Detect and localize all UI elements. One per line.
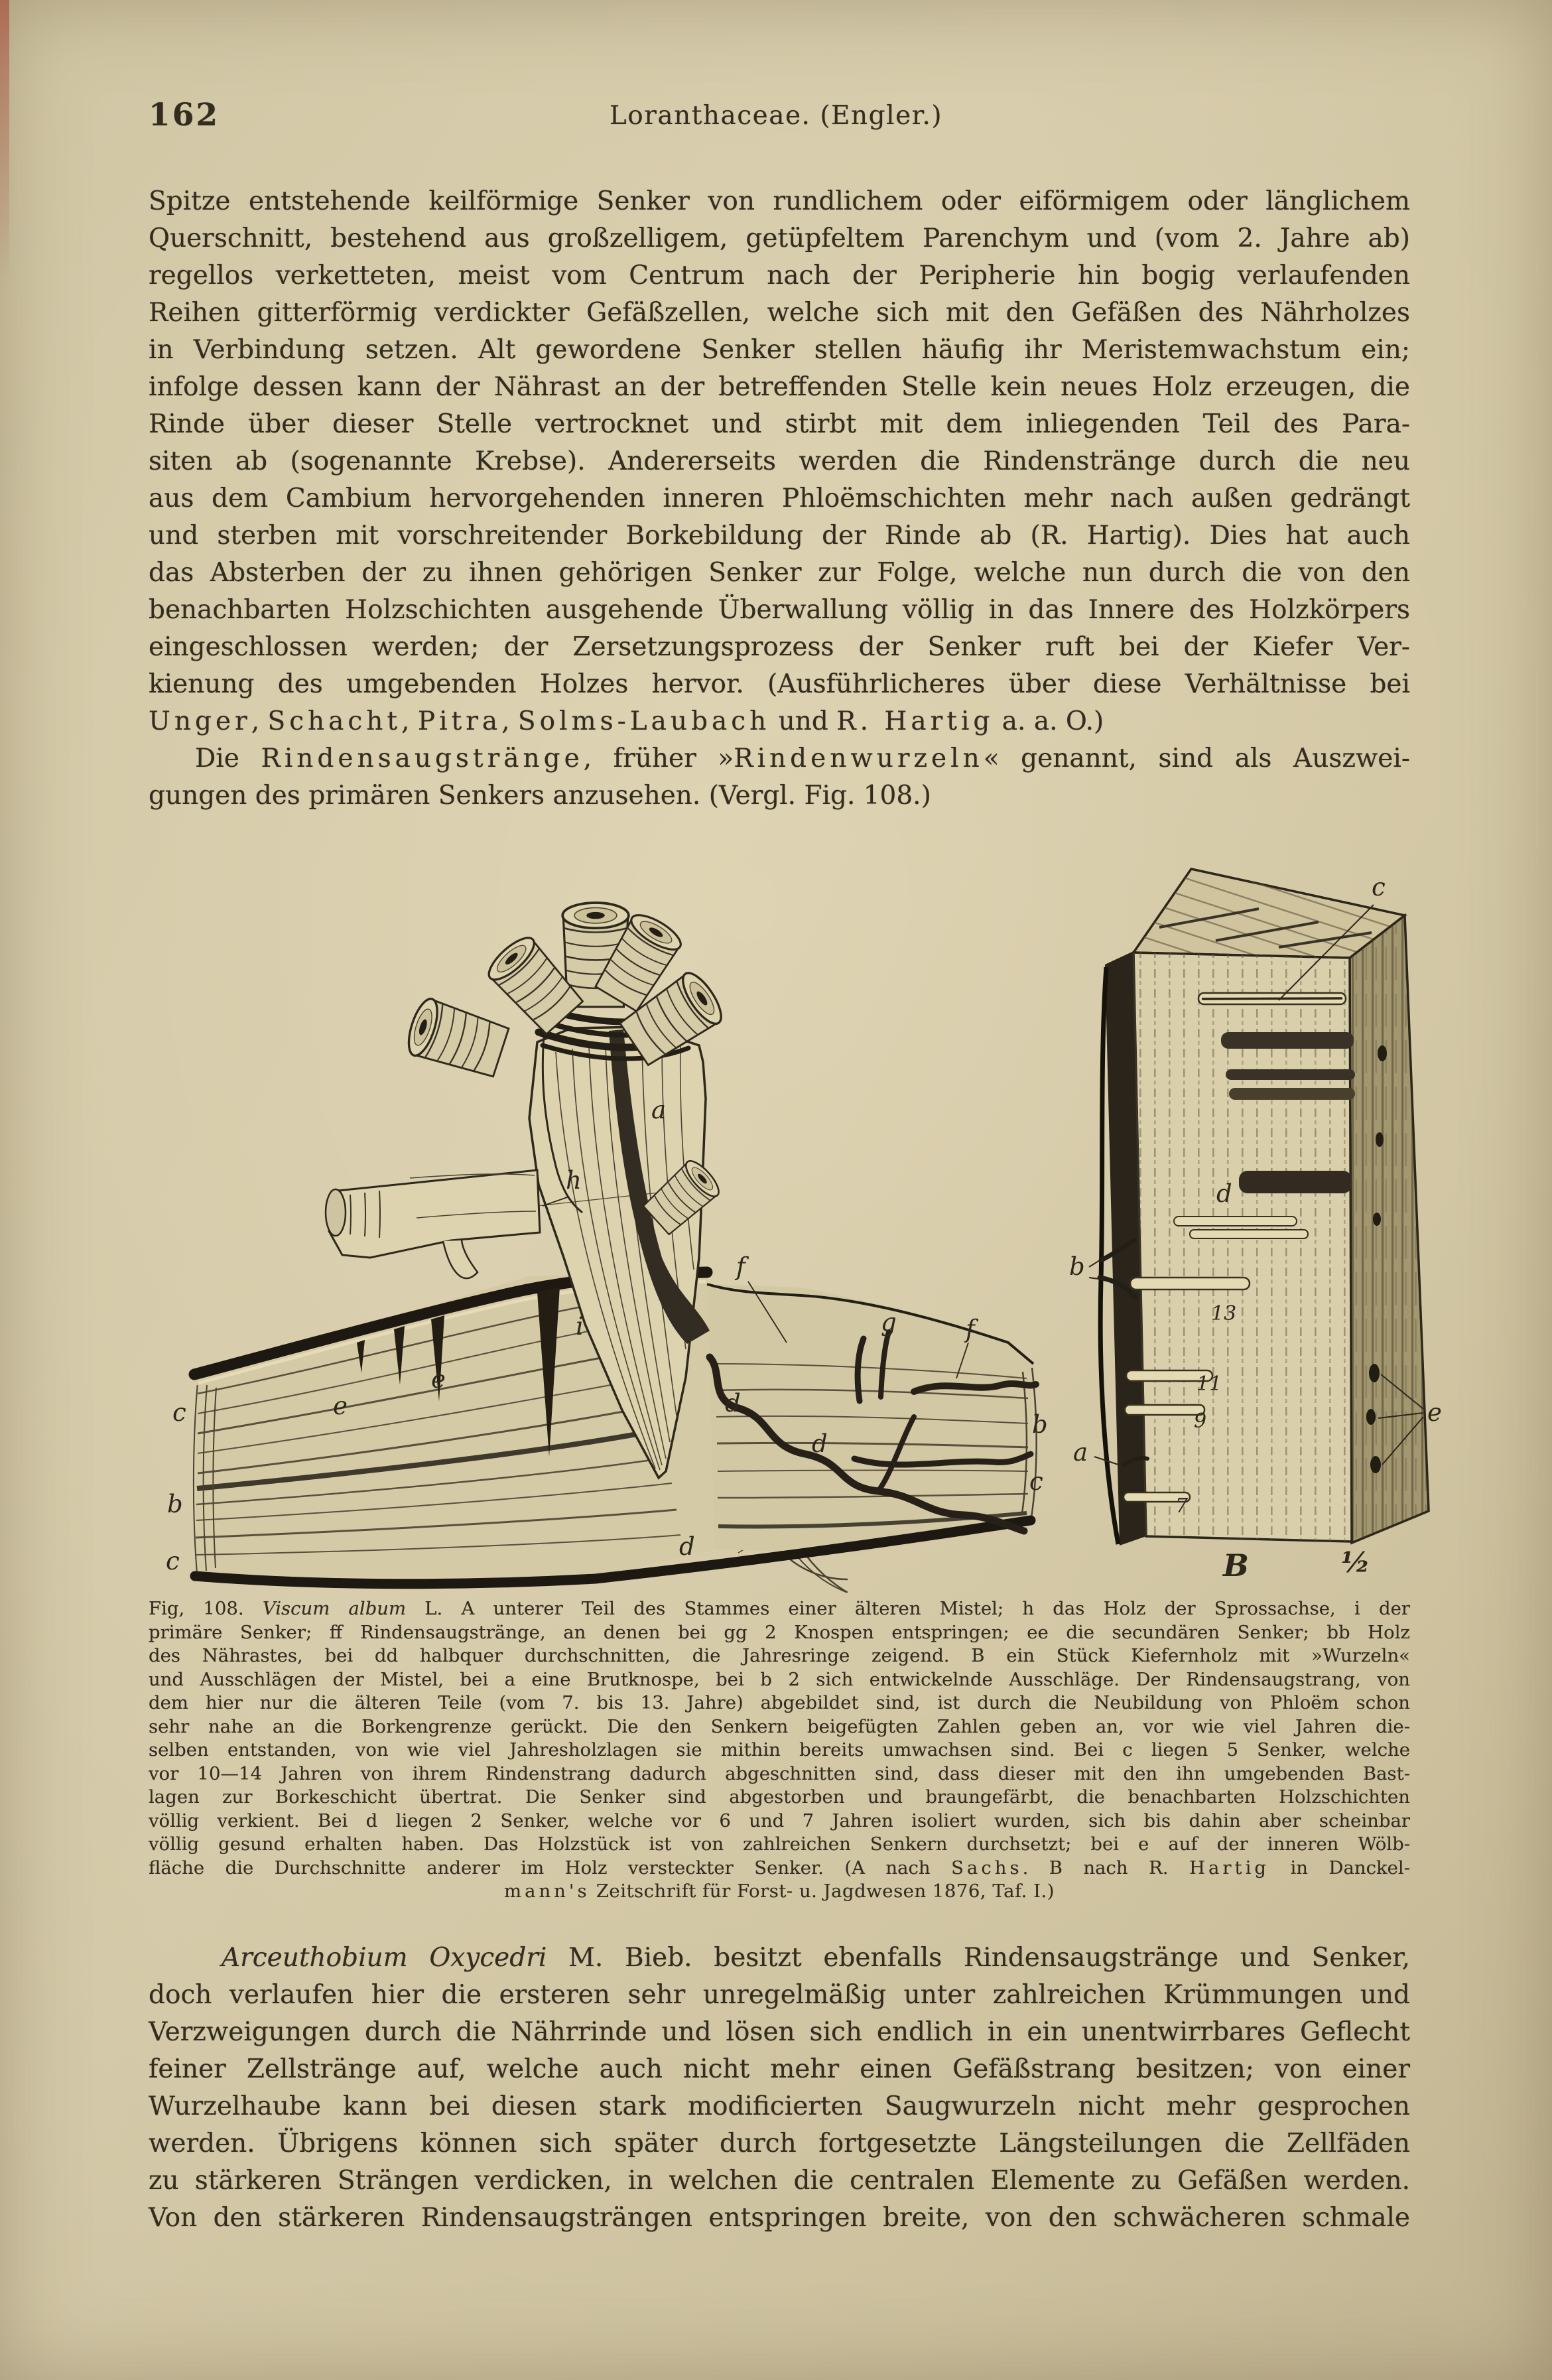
block-top-face-hatch [1133, 869, 1405, 958]
caption-text: fläche die Durchschnitte anderer im Holz versteckter Senker. (A nach [149, 1857, 952, 1879]
scan-edge-fringe [0, 0, 9, 279]
figure-caption [149, 1597, 1410, 1904]
text-line: eingeschlossen werden; der Zersetzungsprozess der Senker ruft bei der Kiefer Ver- [149, 632, 1410, 662]
text-segment: « genannt, sind als Auszwei- [983, 744, 1411, 773]
author-name: R. Hartig [836, 706, 994, 736]
label-d: d [679, 1532, 695, 1561]
text-line: das Absterben der zu ihnen gehörigen Senker zur Folge, welche nun durch die von den [149, 558, 1410, 588]
page-number: 162 [149, 97, 220, 133]
label-d: d [812, 1429, 828, 1458]
text-line: werden. Übrigens können sich später durch fortgesetzte Längsteilungen die Zellfäden [149, 2129, 1410, 2158]
label-h: h [566, 1166, 582, 1195]
caption-line: sehr nahe an die Borkengrenze gerückt. Die den Senkern beigefügten Zahlen geben an, vor wie viel Jahren die- [149, 1715, 1410, 1737]
caption-text: L. A unterer Teil des Stammes einer älteren Mistel; h das Holz der Sprossachse, i der [406, 1598, 1411, 1619]
label-e: e [1427, 1398, 1442, 1427]
label-a: a [651, 1096, 667, 1124]
separator: , [501, 706, 518, 736]
author-name: Pitra [417, 706, 502, 736]
panel-letter-b: B [1223, 1548, 1249, 1583]
author-name: Unger [149, 706, 251, 736]
text-segment: , früher » [583, 744, 734, 773]
label-c: c [1029, 1467, 1043, 1496]
label-a: a [1073, 1438, 1088, 1467]
label-b: b [167, 1490, 183, 1518]
caption-text: in Danckel- [1269, 1857, 1410, 1879]
text-line: doch verlaufen hier die ersteren sehr unregelmäßig unter zahlreichen Krümmungen und [149, 1980, 1410, 2010]
species-name: Arceuthobium Oxycedri [222, 1943, 547, 1973]
label-f: f [736, 1252, 745, 1281]
caption-line: des Nährastes, bei dd halbquer durchschnitten, die Jahresringe zeigend. B ein Stück Kiefernholz mit »Wurzeln« [149, 1645, 1410, 1666]
emphasized-term: Rindenwurzeln [734, 744, 984, 773]
label-c: c [1372, 873, 1386, 901]
label-i: i [576, 1312, 584, 1341]
wedge-side-branch [326, 1170, 540, 1278]
text-line: aus dem Cambium hervorgehenden inneren Phloëmschichten mehr nach außen gedrängt [149, 484, 1410, 513]
text-line: Spitze entstehende keilförmige Senker von rundlichem oder eiförmigem oder länglichem [149, 186, 1410, 216]
separator: und [770, 706, 837, 736]
text-line: regellos verketteten, meist vom Centrum nach der Peripherie hin bogig verlaufenden [149, 261, 1410, 291]
text-line: infolge dessen kann der Nährast an der betreffenden Stelle kein neues Holz erzeugen, die [149, 372, 1410, 402]
text-line: gungen des primären Senkers anzusehen. (Vergl. Fig. 108.) [149, 781, 931, 811]
emphasized-term: Rindensaugstränge [261, 744, 584, 773]
text-line: Wurzelhaube kann bei diesen stark modificierten Saugwurzeln nicht mehr gesprochen [149, 2091, 1410, 2121]
running-title: Loranthaceae. (Engler.) [609, 101, 943, 131]
text-line: Querschnitt, bestehend aus großzelligem, getüpfeltem Parenchym und (vom 2. Jahre ab) [149, 224, 1410, 253]
text-line: siten ab (sogenannte Krebse). Andererseits werden die Rindenstränge durch die neu [149, 446, 1410, 476]
bottom-text-block [149, 1940, 1410, 2237]
label-year-13: 13 [1211, 1302, 1237, 1325]
label-e: e [333, 1392, 348, 1420]
text-line: Von den stärkeren Rindensaugsträngen entspringen breite, von den schwächeren schmale [149, 2203, 1410, 2233]
text-line: und sterben mit vorschreitender Borkebildung der Rinde ab (R. Hartig). Dies hat auch [149, 521, 1410, 551]
caption-line: lagen zur Borkeschicht übertrat. Die Senker sind abgestorben und braungefärbt, die benachbarten Holzschichten [149, 1786, 1410, 1808]
branch-stub-left [403, 996, 510, 1081]
label-d: d [725, 1389, 741, 1418]
author-name: Solms-Laubach [517, 706, 771, 736]
label-b: b [1032, 1410, 1048, 1439]
figure-108-panel-b [1060, 848, 1464, 1584]
caption-text: Zeitschrift für Forst- u. Jagdwesen 1876, Taf. I.) [590, 1881, 1055, 1902]
label-year-11: 11 [1196, 1372, 1222, 1396]
block-right-face-streaks [1350, 915, 1429, 1543]
label-year-7: 7 [1175, 1494, 1189, 1518]
text-line: Reihen gitterförmig verdickter Gefäßzellen, welche sich mit den Gefäßen des Nährholzes [149, 298, 1410, 328]
label-c: c [166, 1547, 180, 1575]
label-g: g [881, 1308, 897, 1337]
label-c: c [172, 1398, 186, 1427]
figure-number: Fig, 108. [149, 1598, 263, 1619]
author-name: Hartig [1189, 1857, 1269, 1879]
author-name: Sachs [951, 1857, 1023, 1879]
label-f: f [966, 1315, 975, 1343]
mistletoe-on-host-branch-engraving [131, 899, 1060, 1593]
separator: , [251, 706, 268, 736]
caption-line [149, 1597, 1410, 1621]
label-year-9: 9 [1194, 1410, 1207, 1433]
text-line: benachbarten Holzschichten ausgehende Überwallung völlig in das Innere des Holzkörpers [149, 595, 1410, 625]
caption-line: und Ausschlägen der Mistel, bei a eine Brutknospe, bei b 2 sich entwickelnde Ausschläge. Der Rindensaugstrang, von [149, 1668, 1410, 1690]
label-d: d [1216, 1179, 1232, 1208]
text-line: zu stärkeren Strängen verdicken, in welchen die centralen Elemente zu Gefäßen werden. [149, 2166, 1410, 2196]
label-e: e [431, 1365, 446, 1394]
caption-text: . B nach R. [1022, 1857, 1190, 1879]
separator: , [401, 706, 418, 736]
species-name: Viscum album [262, 1598, 407, 1619]
text-line [149, 1940, 1410, 1977]
author-name: mann's [504, 1881, 590, 1902]
text-line [149, 740, 1410, 777]
text-line: in Verbindung setzen. Alt gewordene Senker stellen häufig ihr Meristemwachstum ein; [149, 335, 1410, 365]
text-segment: M. Bieb. besitzt ebenfalls Rindensaugstränge und Senker, [547, 1943, 1410, 1973]
caption-line: primäre Senker; ff Rindensaugstränge, an denen bei gg 2 Knospen entspringen; ee die secundären Senker; bb Holz [149, 1621, 1410, 1643]
caption-line: selben entstanden, von wie viel Jahresholzlagen sie mithin bereits umwachsen sind. Bei c liegen 5 Senker, welche [149, 1739, 1410, 1760]
figure-108-panel-a [131, 899, 1060, 1593]
pine-wood-block-engraving [1060, 848, 1464, 1584]
text-line: Verzweigungen durch die Nährrinde und lösen sich endlich in ein unentwirrbares Geflecht [149, 2017, 1410, 2047]
caption-line: völlig gesund erhalten haben. Das Holzstück ist von zahlreichen Senkern durchsetzt; bei e auf der inneren Wölb- [149, 1833, 1410, 1855]
text-line: feiner Zellstränge auf, welche auch nicht mehr einen Gefäßstrang besitzen; von einer [149, 2054, 1410, 2084]
caption-line [149, 1857, 1410, 1881]
text-line-author-names [149, 703, 1410, 740]
caption-line: völlig verkient. Bei d liegen 2 Senker, welche vor 6 und 7 Jahren isoliert wurden, sich bis dahin aber scheinbar [149, 1810, 1410, 1831]
author-name: Schacht [267, 706, 402, 736]
text-line: kienung des umgebenden Holzes hervor. (Ausführlicheres über diese Verhältnisse bei [149, 669, 1410, 699]
text-segment: Die [195, 744, 261, 773]
label-b: b [1069, 1252, 1085, 1281]
caption-line: dem hier nur die älteren Teile (vom 7. bis 13. Jahre) abgebildet sind, ist durch die Neubildung von Phloëm schon [149, 1692, 1410, 1713]
text-line: Rinde über dieser Stelle vertrocknet und stirbt mit dem inliegenden Teil des Para- [149, 409, 1410, 439]
caption-line-last [149, 1880, 1410, 1904]
separator: a. a. O.) [994, 706, 1104, 736]
scale-one-half: ½ [1341, 1546, 1370, 1579]
main-text-block [149, 183, 1410, 815]
caption-line: vor 10—14 Jahren von ihrem Rindenstrang dadurch abgeschnitten sind, dass dieser mit den ihn umgebenden Bast- [149, 1762, 1410, 1784]
